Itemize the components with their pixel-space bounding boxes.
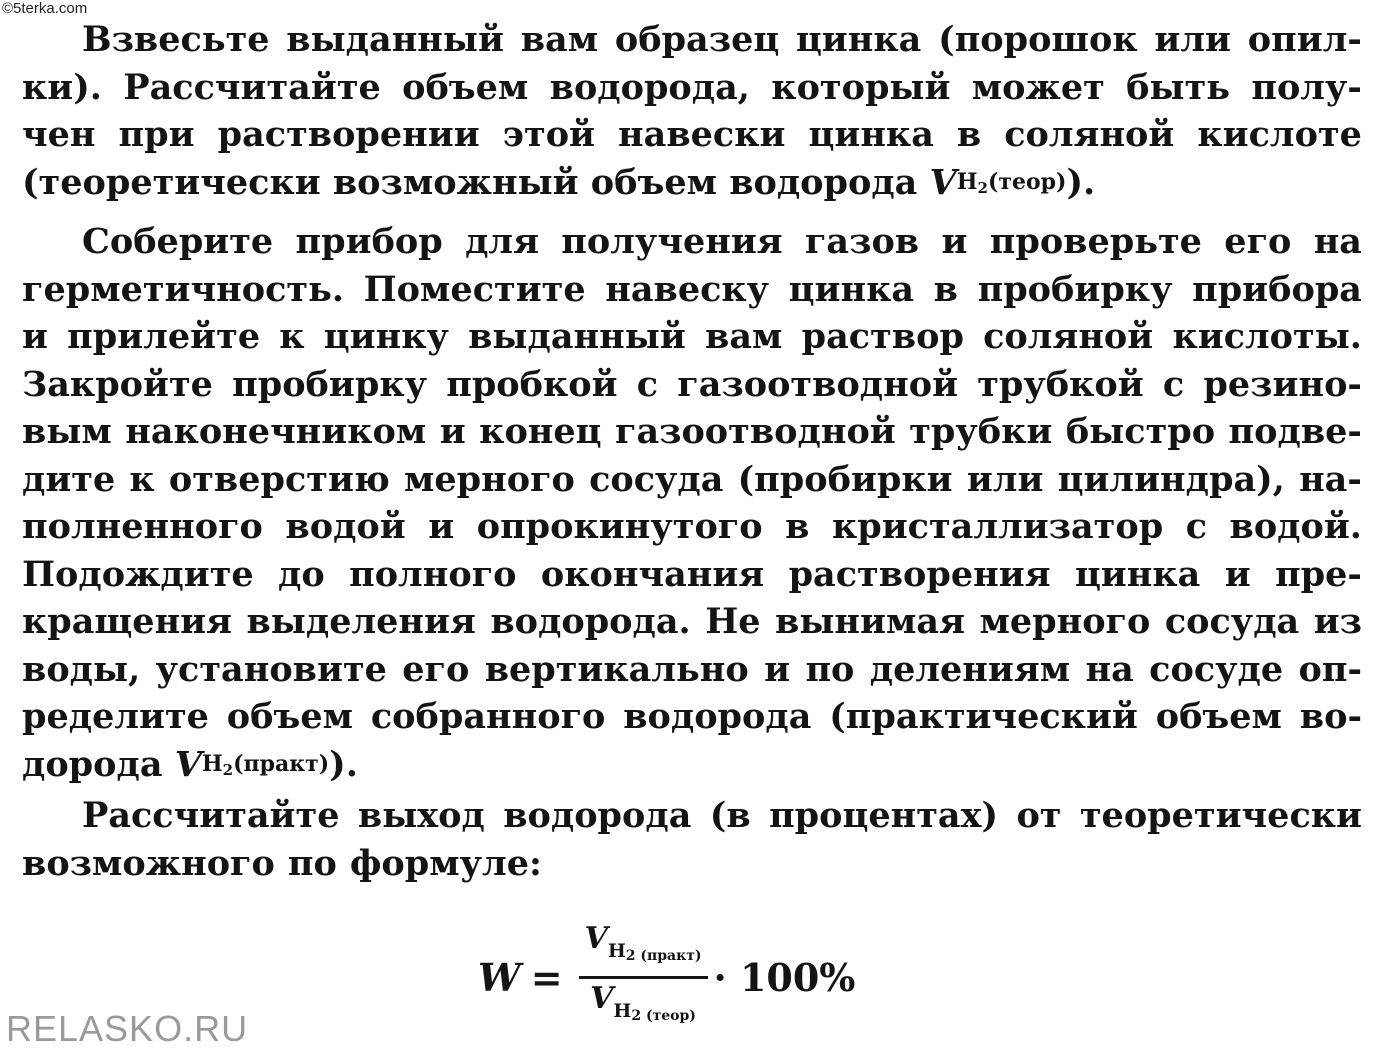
word: растворении xyxy=(217,114,480,155)
word: к xyxy=(279,316,305,357)
word: водой xyxy=(285,506,406,547)
word: к xyxy=(129,458,155,500)
word: опрокинутого xyxy=(476,506,763,547)
word: установите xyxy=(155,648,387,690)
formula-multiplier: · 100% xyxy=(713,954,856,1000)
word: вым xyxy=(22,411,112,452)
word: полного xyxy=(349,553,517,595)
numerator-symbol: V xyxy=(584,920,608,956)
word: водорода. xyxy=(490,601,691,642)
formula-fraction xyxy=(579,919,708,1036)
watermark-top: ©5terka.com xyxy=(2,0,88,17)
word: ределите xyxy=(22,696,209,737)
word: оп- xyxy=(1298,648,1362,690)
word: соляной xyxy=(1004,114,1175,155)
word: Закройте xyxy=(22,363,213,405)
volume-symbol: V xyxy=(929,161,957,203)
word: полу- xyxy=(1251,66,1362,108)
word: на xyxy=(1085,648,1134,690)
formula-denominator xyxy=(584,979,702,1036)
word: кристаллизатор xyxy=(831,506,1164,547)
word: раствор xyxy=(801,316,964,357)
word: вертикально xyxy=(484,648,749,690)
word: теоретически xyxy=(1079,795,1362,836)
word: или xyxy=(966,458,1044,500)
word: вам xyxy=(705,316,783,357)
text-line xyxy=(22,313,1362,361)
word: наконечником xyxy=(125,411,427,452)
word: соляной xyxy=(983,316,1154,357)
word: формуле: xyxy=(349,842,542,884)
word: конец xyxy=(479,411,602,452)
word: прибора xyxy=(1192,268,1362,310)
text-line xyxy=(22,111,1362,159)
word: из xyxy=(1313,601,1362,642)
word: сосуде xyxy=(1149,648,1284,690)
text-segment: (теоретически возможный объем водорода xyxy=(22,161,918,203)
word: выделения xyxy=(246,601,476,642)
subscript-index: 2 xyxy=(222,760,234,779)
word: газоотводной xyxy=(677,363,959,405)
formula-equals: = xyxy=(530,954,563,1000)
word: на- xyxy=(1299,458,1362,500)
word: с xyxy=(1162,363,1185,405)
word: растворения xyxy=(788,553,1051,595)
word: в xyxy=(956,114,982,155)
word: от xyxy=(1016,795,1062,836)
word: проверьте xyxy=(989,221,1202,262)
word: газов xyxy=(804,221,920,262)
word: который xyxy=(771,66,951,108)
word: пробирку xyxy=(977,268,1173,310)
word: Поместите xyxy=(363,268,586,310)
word: по xyxy=(805,648,855,690)
word: Не xyxy=(705,601,761,642)
word: полненного xyxy=(22,506,263,547)
word: Соберите xyxy=(82,221,274,262)
word: получения xyxy=(561,221,783,262)
watermark-bottom: RELASKO.RU xyxy=(6,1008,249,1049)
text-line xyxy=(22,64,1362,112)
text-line xyxy=(22,840,1362,888)
denominator-subscript-index: 2 (теор) xyxy=(631,1007,696,1024)
word: цинка xyxy=(795,19,922,60)
word: при xyxy=(118,114,195,155)
word: или xyxy=(1154,19,1232,60)
volume-symbol: V xyxy=(174,743,202,785)
text-line xyxy=(22,503,1362,551)
word: ки). xyxy=(22,66,102,108)
word: по xyxy=(287,842,337,884)
text-line xyxy=(22,646,1362,694)
word: образец xyxy=(614,19,780,60)
word: делениям xyxy=(869,648,1071,690)
paragraph-assemble-apparatus xyxy=(22,218,1362,788)
subscript xyxy=(957,159,1067,207)
text-segment: ). xyxy=(329,743,358,785)
text-line xyxy=(22,218,1362,266)
word: Рассчитайте xyxy=(82,795,340,836)
word: и xyxy=(439,411,466,452)
word: (практический xyxy=(829,696,1138,737)
word: его xyxy=(1224,221,1292,262)
word: и xyxy=(1224,553,1251,595)
word: чен xyxy=(22,114,96,155)
text-line xyxy=(22,741,1362,789)
word: его xyxy=(402,648,470,690)
word: быть xyxy=(1126,66,1231,108)
word: прилейте xyxy=(67,316,261,357)
text-line xyxy=(22,551,1362,599)
word: цинка xyxy=(808,114,934,155)
word: выданный xyxy=(468,316,686,357)
word: пре- xyxy=(1275,553,1362,595)
text-line xyxy=(22,598,1362,646)
numerator-subscript-index: 2 (практ) xyxy=(625,947,702,964)
word: Рассчитайте xyxy=(123,66,381,108)
text-line xyxy=(22,408,1362,456)
subscript-label: (теор) xyxy=(987,168,1067,195)
word: до xyxy=(278,553,325,595)
text-line xyxy=(22,792,1362,840)
word: пробкой xyxy=(446,363,618,405)
text-line xyxy=(22,456,1362,504)
subscript-label: (практ) xyxy=(233,750,330,777)
word: трубкой xyxy=(977,363,1144,405)
text-line xyxy=(22,159,1362,207)
paragraph-calculate-yield xyxy=(22,792,1362,887)
word: объем xyxy=(1155,696,1282,737)
word: воды, xyxy=(22,648,141,690)
text-line xyxy=(22,361,1362,409)
word: на xyxy=(1313,221,1362,262)
word: трубки xyxy=(909,411,1053,452)
word: (порошок xyxy=(938,19,1138,60)
word: мерного xyxy=(979,601,1151,642)
word: объем xyxy=(402,66,529,108)
word: навески xyxy=(618,114,786,155)
word: мерного xyxy=(403,458,575,500)
word: для xyxy=(465,221,539,262)
subscript xyxy=(202,741,329,789)
word: газоотводной xyxy=(615,411,896,452)
subscript-index: 2 xyxy=(977,178,988,197)
word: вам xyxy=(520,19,599,60)
word: (в xyxy=(709,795,751,836)
word: отверстию xyxy=(168,458,390,500)
formula-numerator xyxy=(579,919,708,976)
word: во- xyxy=(1299,696,1362,737)
word: пробирку xyxy=(232,363,428,405)
text-line xyxy=(22,266,1362,314)
word: и xyxy=(764,648,791,690)
word: кращения xyxy=(22,601,232,642)
subscript-element: H xyxy=(956,168,978,195)
word: быстро xyxy=(1065,411,1216,452)
word: водой. xyxy=(1229,506,1362,547)
word: может xyxy=(971,66,1105,108)
word: цинка xyxy=(1074,553,1201,595)
word: подве- xyxy=(1228,411,1362,452)
word: герметичность. xyxy=(22,268,345,310)
word: с xyxy=(636,363,659,405)
word: водорода xyxy=(623,696,812,737)
word: и xyxy=(22,316,48,357)
word: собранного xyxy=(370,696,606,737)
word: и xyxy=(941,221,968,262)
word: цинку xyxy=(323,316,449,357)
denominator-symbol: V xyxy=(590,980,614,1016)
word: водорода xyxy=(503,795,692,836)
word: Подождите xyxy=(22,553,254,595)
word: выданный xyxy=(286,19,504,60)
word: резино- xyxy=(1203,363,1362,405)
word: дите xyxy=(22,458,116,500)
formula-lhs: W xyxy=(478,954,521,1000)
text-line xyxy=(22,16,1362,64)
word: цилиндра), xyxy=(1057,458,1285,500)
word: (пробирки xyxy=(737,458,953,500)
text-line xyxy=(22,693,1362,741)
word: выход xyxy=(357,795,485,836)
word: сосуда xyxy=(1164,601,1300,642)
paragraph-weigh-zinc xyxy=(22,16,1362,206)
word: вынимая xyxy=(775,601,965,642)
word: объем xyxy=(226,696,353,737)
word: навеску xyxy=(605,268,770,310)
word: опил- xyxy=(1247,19,1362,60)
text-segment: дорода xyxy=(22,743,163,785)
word: с xyxy=(1185,506,1207,547)
word: окончания xyxy=(540,553,765,595)
word: цинка xyxy=(788,268,915,310)
word: возможного xyxy=(22,842,275,884)
word: и xyxy=(428,506,455,547)
subscript-element: H xyxy=(201,750,223,777)
word: этой xyxy=(502,114,596,155)
word: процентах) xyxy=(769,795,999,836)
word: кислоте xyxy=(1197,114,1362,155)
word: прибор xyxy=(295,221,443,262)
word: водорода, xyxy=(549,66,750,108)
word: сосуда xyxy=(589,458,724,500)
word: кислоты. xyxy=(1172,316,1362,357)
word: в xyxy=(933,268,958,310)
numerator-subscript-element: H xyxy=(607,939,626,962)
text-segment: ). xyxy=(1066,161,1096,203)
denominator-subscript-element: H xyxy=(613,999,632,1022)
yield-formula xyxy=(478,912,855,1042)
word: в xyxy=(785,506,810,547)
word: Взвесьте xyxy=(82,19,270,60)
